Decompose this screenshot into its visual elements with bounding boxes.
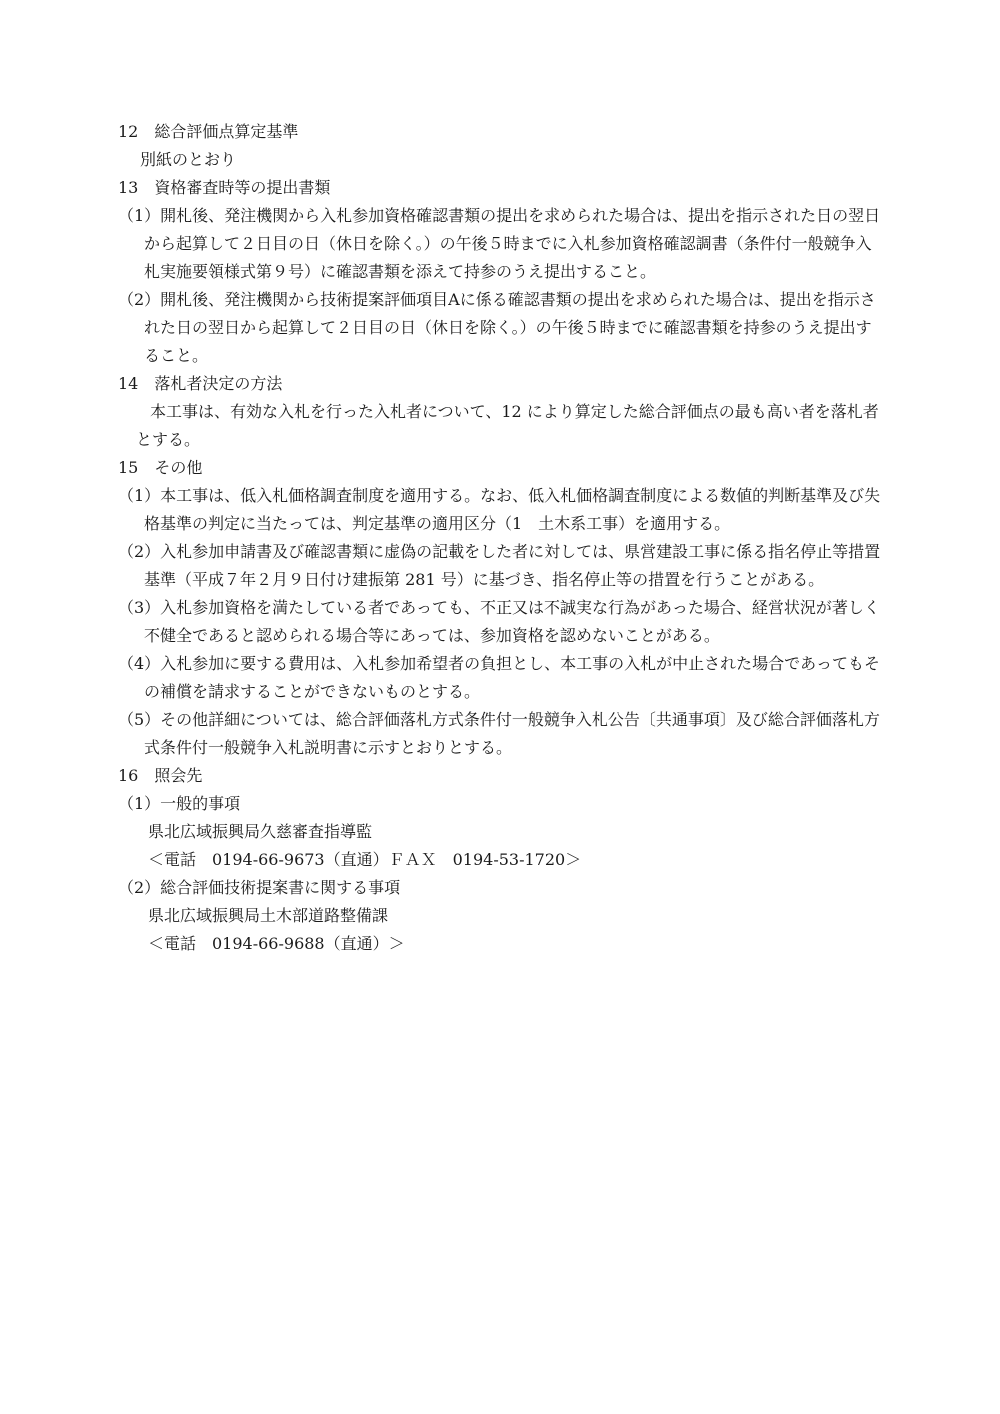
section-15-item-4 bbox=[118, 650, 888, 706]
section-15-item-2-line: （2）入札参加申請書及び確認書類に虚偽の記載をした者に対しては、県営建設工事に係る指名停止等措置 bbox=[118, 542, 881, 561]
section-15-item-2-line: 基準（平成７年２月９日付け建振第 281 号）に基づき、指名停止等の措置を行うことがある。 bbox=[144, 570, 825, 589]
section-16-item-1-office: 県北広域振興局久慈審査指導監 bbox=[148, 822, 373, 841]
section-14-body-line: 本工事は、有効な入札を行った入札者について、12 により算定した総合評価点の最も高い者を落札者 bbox=[150, 402, 879, 421]
section-16-item-2-phone: ＜電話 0194-66-9688（直通）＞ bbox=[148, 934, 405, 953]
section-13-item-1 bbox=[118, 202, 888, 286]
section-14-heading: 14 落札者決定の方法 bbox=[118, 374, 283, 393]
section-13-item-2 bbox=[118, 286, 888, 370]
section-13-item-2-line: （2）開札後、発注機関から技術提案評価項目Aに係る確認書類の提出を求められた場合は、提出を指示さ bbox=[118, 290, 876, 309]
section-14-body bbox=[118, 398, 888, 454]
section-15-item-3-line: 不健全であると認められる場合等にあっては、参加資格を認めないことがある。 bbox=[144, 626, 720, 645]
section-16-item-1-title: （1）一般的事項 bbox=[118, 794, 241, 813]
section-15-item-4-line: （4）入札参加に要する費用は、入札参加希望者の負担とし、本工事の入札が中止された場合であってもそ bbox=[118, 654, 881, 673]
section-15-item-4-line: の補償を請求することができないものとする。 bbox=[144, 682, 481, 701]
section-12-body: 別紙のとおり bbox=[140, 150, 237, 169]
section-15-item-5 bbox=[118, 706, 888, 762]
section-13-item-2-line: れた日の翌日から起算して２日目の日（休日を除く。）の午後５時までに確認書類を持参のうえ提出す bbox=[144, 318, 872, 337]
section-15-item-1-line: （1）本工事は、低入札価格調査制度を適用する。なお、低入札価格調査制度による数値的判断基準及び失 bbox=[118, 486, 881, 505]
section-13-item-1-line: 札実施要領様式第９号）に確認書類を添えて持参のうえ提出すること。 bbox=[144, 262, 657, 281]
section-15-item-3 bbox=[118, 594, 888, 650]
section-13-item-1-line: から起算して２日目の日（休日を除く。）の午後５時までに入札参加資格確認調書（条件付一般競争入 bbox=[144, 234, 872, 253]
section-15-item-2 bbox=[118, 538, 888, 594]
section-15-item-5-line: 式条件付一般競争入札説明書に示すとおりとする。 bbox=[144, 738, 513, 757]
section-15-item-5-line: （5）その他詳細については、総合評価落札方式条件付一般競争入札公告〔共通事項〕及び総合評価落札方 bbox=[118, 710, 880, 729]
section-15-item-3-line: （3）入札参加資格を満たしている者であっても、不正又は不誠実な行為があった場合、経営状況が著しく bbox=[118, 598, 880, 617]
section-16-item-2-office: 県北広域振興局土木部道路整備課 bbox=[148, 906, 389, 925]
section-13-item-2-line: ること。 bbox=[144, 346, 209, 365]
section-15-item-1-line: 格基準の判定に当たっては、判定基準の適用区分（1 土木系工事）を適用する。 bbox=[144, 514, 731, 533]
document-content bbox=[118, 118, 888, 958]
section-15-item-1 bbox=[118, 482, 888, 538]
section-16-heading: 16 照会先 bbox=[118, 766, 203, 785]
section-12-heading: 12 総合評価点算定基準 bbox=[118, 122, 299, 141]
section-14-body-line: とする。 bbox=[136, 430, 201, 449]
section-13-heading: 13 資格審査時等の提出書類 bbox=[118, 178, 331, 197]
section-16-item-1-phone: ＜電話 0194-66-9673（直通）ＦＡＸ 0194-53-1720＞ bbox=[148, 850, 582, 869]
section-16-item-2-title: （2）総合評価技術提案書に関する事項 bbox=[118, 878, 401, 897]
section-15-heading: 15 その他 bbox=[118, 458, 203, 477]
section-13-item-1-line: （1）開札後、発注機関から入札参加資格確認書類の提出を求められた場合は、提出を指示された日の翌日 bbox=[118, 206, 881, 225]
